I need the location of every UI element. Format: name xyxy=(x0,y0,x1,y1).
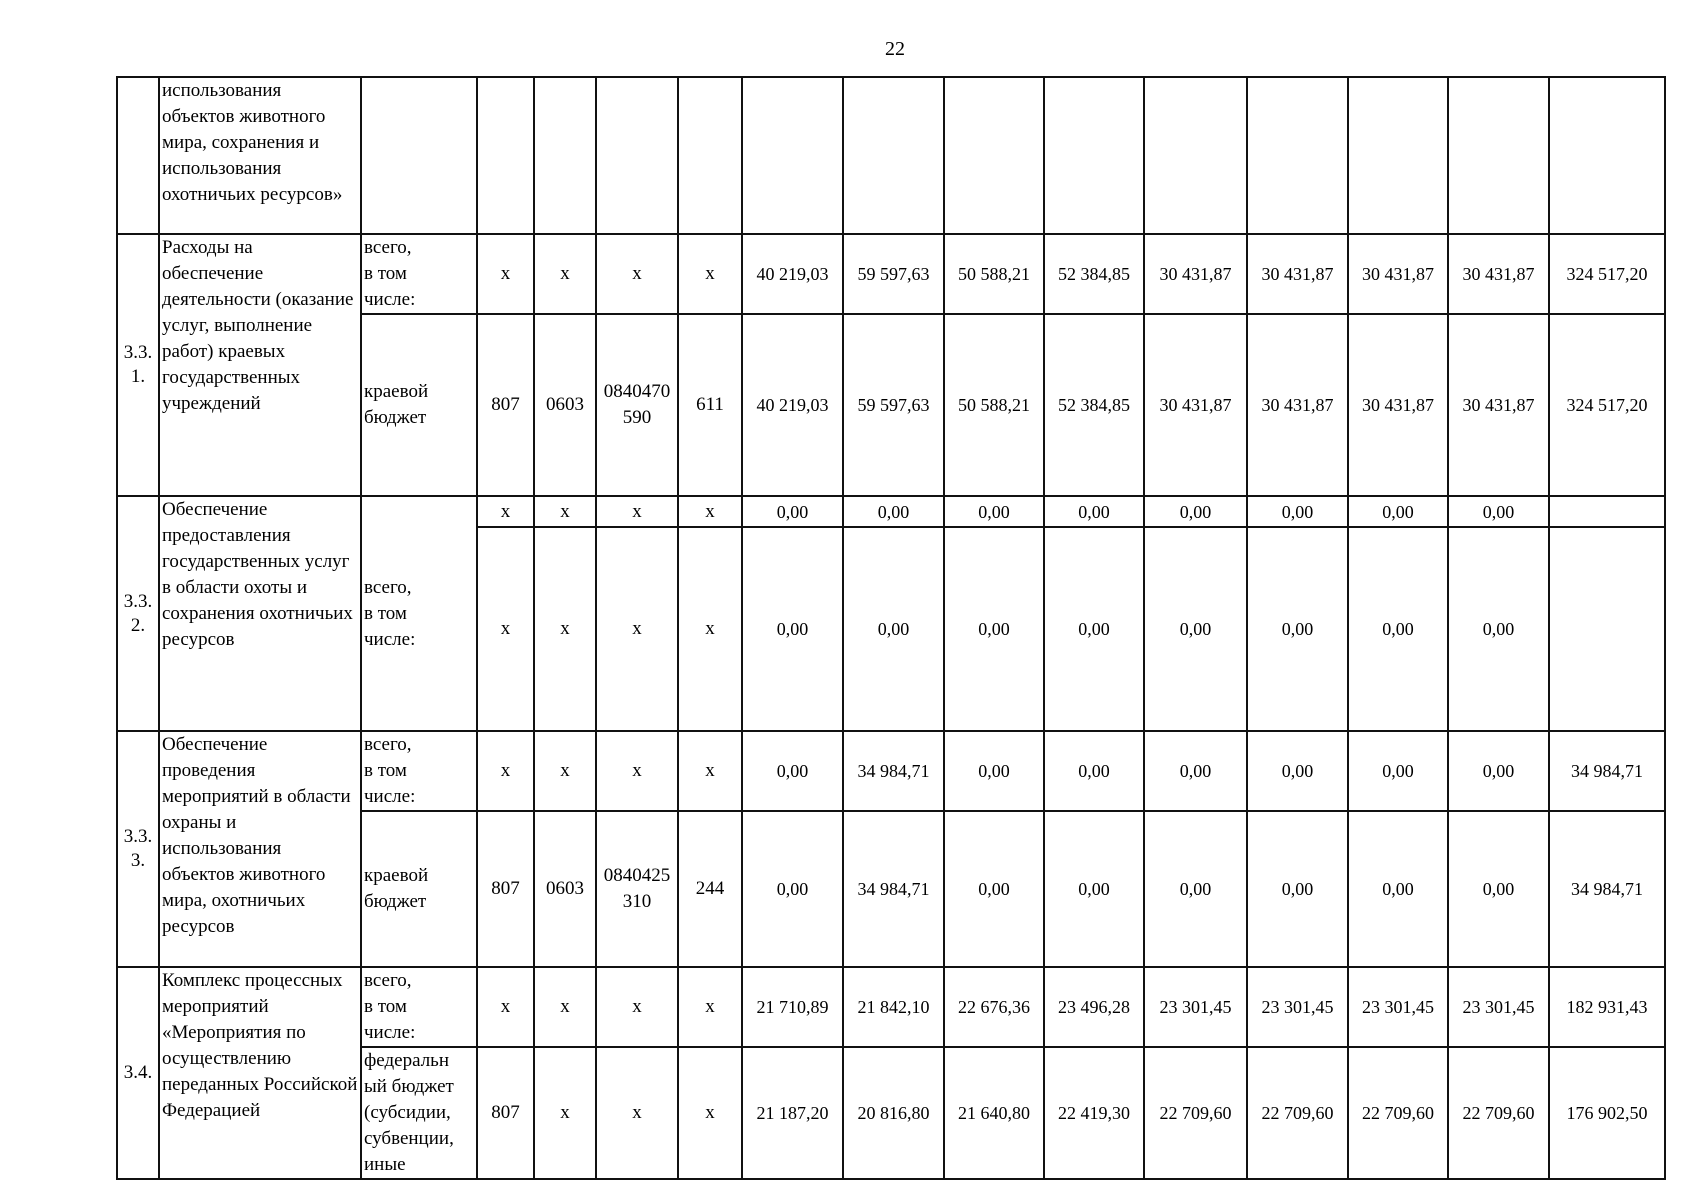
year-amount-cell: 30 431,87 xyxy=(1247,234,1348,314)
funding-source: всего, в том числе: xyxy=(361,731,477,811)
year-amount-cell: 0,00 xyxy=(843,527,944,731)
year-amount-cell: 52 384,85 xyxy=(1044,314,1144,496)
year-amount-cell: 0,00 xyxy=(1448,496,1549,527)
total-amount-cell: 176 902,50 xyxy=(1549,1047,1665,1179)
year-amount-cell: 0,00 xyxy=(742,496,843,527)
target-article-cell: x xyxy=(596,967,678,1047)
source-cell xyxy=(361,77,477,234)
expense-type-cell: x xyxy=(678,731,742,811)
total-amount-cell: 34 984,71 xyxy=(1549,731,1665,811)
empty-cell xyxy=(1348,77,1448,234)
gp-code-cell: x xyxy=(477,527,534,731)
target-article-cell: x xyxy=(596,1047,678,1179)
row-number: 3.3. 1. xyxy=(117,234,159,496)
year-amount-cell: 0,00 xyxy=(1348,527,1448,731)
funding-source: всего, в том числе: xyxy=(361,496,477,731)
empty-cell xyxy=(1144,77,1247,234)
funding-source: всего, в том числе: xyxy=(361,967,477,1047)
year-amount-cell: 0,00 xyxy=(1247,731,1348,811)
total-amount-cell: 324 517,20 xyxy=(1549,234,1665,314)
table-row xyxy=(117,967,1665,1047)
empty-cell xyxy=(596,77,678,234)
expense-type-cell: x xyxy=(678,496,742,527)
empty-cell xyxy=(1044,77,1144,234)
section-code-cell: 0603 xyxy=(534,811,596,967)
empty-cell xyxy=(944,77,1044,234)
table-row xyxy=(117,731,1665,811)
year-amount-cell: 50 588,21 xyxy=(944,234,1044,314)
table-row xyxy=(117,234,1665,314)
year-amount-cell: 30 431,87 xyxy=(1448,234,1549,314)
gp-code-cell: x xyxy=(477,496,534,527)
target-article-cell: x xyxy=(596,731,678,811)
funding-source: краевой бюджет xyxy=(361,811,477,967)
total-amount-cell: 182 931,43 xyxy=(1549,967,1665,1047)
year-amount-cell: 0,00 xyxy=(1044,527,1144,731)
table-row xyxy=(117,77,1665,234)
expense-type-cell: 244 xyxy=(678,811,742,967)
target-article-cell: 0840425 310 xyxy=(596,811,678,967)
year-amount-cell: 0,00 xyxy=(944,811,1044,967)
year-amount-cell: 23 301,45 xyxy=(1448,967,1549,1047)
year-amount-cell: 30 431,87 xyxy=(1144,314,1247,496)
year-amount-cell: 0,00 xyxy=(742,527,843,731)
year-amount-cell: 21 710,89 xyxy=(742,967,843,1047)
empty-cell xyxy=(678,77,742,234)
expense-type-cell: x xyxy=(678,1047,742,1179)
year-amount-cell: 30 431,87 xyxy=(1348,234,1448,314)
year-amount-cell: 0,00 xyxy=(1448,527,1549,731)
expense-type-cell: x xyxy=(678,234,742,314)
year-amount-cell: 0,00 xyxy=(1448,811,1549,967)
expense-type-cell: x xyxy=(678,527,742,731)
gp-code-cell: x xyxy=(477,731,534,811)
year-amount-cell: 0,00 xyxy=(1144,811,1247,967)
year-amount-cell: 0,00 xyxy=(1044,731,1144,811)
year-amount-cell: 34 984,71 xyxy=(843,811,944,967)
year-amount-cell: 30 431,87 xyxy=(1448,314,1549,496)
row-description: Расходы на обеспечение деятельности (оказание услуг, выполнение работ) краевых государственных учреждений xyxy=(159,234,361,496)
year-amount-cell: 52 384,85 xyxy=(1044,234,1144,314)
total-amount-cell xyxy=(1549,496,1665,527)
gp-code-cell: 807 xyxy=(477,314,534,496)
gp-code-cell: x xyxy=(477,967,534,1047)
year-amount-cell: 0,00 xyxy=(1144,496,1247,527)
funding-source: краевой бюджет xyxy=(361,314,477,496)
year-amount-cell: 21 842,10 xyxy=(843,967,944,1047)
year-amount-cell: 0,00 xyxy=(1348,496,1448,527)
year-amount-cell: 30 431,87 xyxy=(1247,314,1348,496)
empty-cell xyxy=(843,77,944,234)
year-amount-cell: 22 419,30 xyxy=(1044,1047,1144,1179)
year-amount-cell: 0,00 xyxy=(1247,496,1348,527)
empty-cell xyxy=(742,77,843,234)
row-number: 3.4. xyxy=(117,967,159,1179)
year-amount-cell: 22 709,60 xyxy=(1348,1047,1448,1179)
section-code-cell: x xyxy=(534,967,596,1047)
year-amount-cell: 0,00 xyxy=(1247,811,1348,967)
section-code-cell: x xyxy=(534,496,596,527)
row-number: 3.3. 3. xyxy=(117,731,159,967)
year-amount-cell: 59 597,63 xyxy=(843,314,944,496)
section-code-cell: x xyxy=(534,527,596,731)
section-code-cell: x xyxy=(534,1047,596,1179)
year-amount-cell: 23 496,28 xyxy=(1044,967,1144,1047)
empty-cell xyxy=(1247,77,1348,234)
year-amount-cell: 22 709,60 xyxy=(1448,1047,1549,1179)
year-amount-cell: 0,00 xyxy=(742,731,843,811)
target-article-cell: x xyxy=(596,496,678,527)
target-article-cell: x xyxy=(596,527,678,731)
year-amount-cell: 0,00 xyxy=(944,731,1044,811)
year-amount-cell: 0,00 xyxy=(1247,527,1348,731)
year-amount-cell: 40 219,03 xyxy=(742,234,843,314)
table-row xyxy=(117,496,1665,527)
target-article-cell: x xyxy=(596,234,678,314)
year-amount-cell: 30 431,87 xyxy=(1348,314,1448,496)
total-amount-cell: 34 984,71 xyxy=(1549,811,1665,967)
year-amount-cell: 23 301,45 xyxy=(1348,967,1448,1047)
funding-source: всего, в том числе: xyxy=(361,234,477,314)
row-description: Обеспечение проведения мероприятий в области охраны и использования объектов животного мира, охотничьих ресурсов xyxy=(159,731,361,967)
year-amount-cell: 22 676,36 xyxy=(944,967,1044,1047)
section-code-cell: x xyxy=(534,731,596,811)
year-amount-cell: 40 219,03 xyxy=(742,314,843,496)
row-number: 3.3. 2. xyxy=(117,496,159,731)
empty-cell xyxy=(1448,77,1549,234)
target-article-cell: 0840470 590 xyxy=(596,314,678,496)
year-amount-cell: 22 709,60 xyxy=(1247,1047,1348,1179)
year-amount-cell: 0,00 xyxy=(1348,731,1448,811)
row-description: использования объектов животного мира, сохранения и использования охотничьих ресурсов» xyxy=(159,77,361,234)
year-amount-cell: 0,00 xyxy=(843,496,944,527)
gp-code-cell: 807 xyxy=(477,811,534,967)
funding-source: федеральн ый бюджет (субсидии, субвенции, иные xyxy=(361,1047,477,1179)
year-amount-cell: 34 984,71 xyxy=(843,731,944,811)
gp-code-cell: 807 xyxy=(477,1047,534,1179)
budget-table xyxy=(116,76,1666,1180)
empty-cell xyxy=(1549,77,1665,234)
year-amount-cell: 0,00 xyxy=(1144,731,1247,811)
year-amount-cell: 0,00 xyxy=(944,496,1044,527)
year-amount-cell: 21 187,20 xyxy=(742,1047,843,1179)
year-amount-cell: 50 588,21 xyxy=(944,314,1044,496)
year-amount-cell: 0,00 xyxy=(1144,527,1247,731)
page-number: 22 xyxy=(885,38,905,60)
year-amount-cell: 0,00 xyxy=(1348,811,1448,967)
year-amount-cell: 30 431,87 xyxy=(1144,234,1247,314)
year-amount-cell: 20 816,80 xyxy=(843,1047,944,1179)
empty-cell xyxy=(534,77,596,234)
total-amount-cell xyxy=(1549,527,1665,731)
year-amount-cell: 0,00 xyxy=(1044,811,1144,967)
row-number-cell xyxy=(117,77,159,234)
expense-type-cell: x xyxy=(678,967,742,1047)
year-amount-cell: 0,00 xyxy=(1044,496,1144,527)
year-amount-cell: 0,00 xyxy=(944,527,1044,731)
total-amount-cell: 324 517,20 xyxy=(1549,314,1665,496)
row-description: Обеспечение предоставления государственных услуг в области охоты и сохранения охотничьих ресурсов xyxy=(159,496,361,731)
year-amount-cell: 22 709,60 xyxy=(1144,1047,1247,1179)
row-description: Комплекс процессных мероприятий «Мероприятия по осуществлению переданных Российской Федерацией xyxy=(159,967,361,1179)
section-code-cell: x xyxy=(534,234,596,314)
gp-code-cell: x xyxy=(477,234,534,314)
section-code-cell: 0603 xyxy=(534,314,596,496)
year-amount-cell: 23 301,45 xyxy=(1144,967,1247,1047)
year-amount-cell: 59 597,63 xyxy=(843,234,944,314)
expense-type-cell: 611 xyxy=(678,314,742,496)
year-amount-cell: 21 640,80 xyxy=(944,1047,1044,1179)
year-amount-cell: 0,00 xyxy=(742,811,843,967)
empty-cell xyxy=(477,77,534,234)
year-amount-cell: 23 301,45 xyxy=(1247,967,1348,1047)
year-amount-cell: 0,00 xyxy=(1448,731,1549,811)
